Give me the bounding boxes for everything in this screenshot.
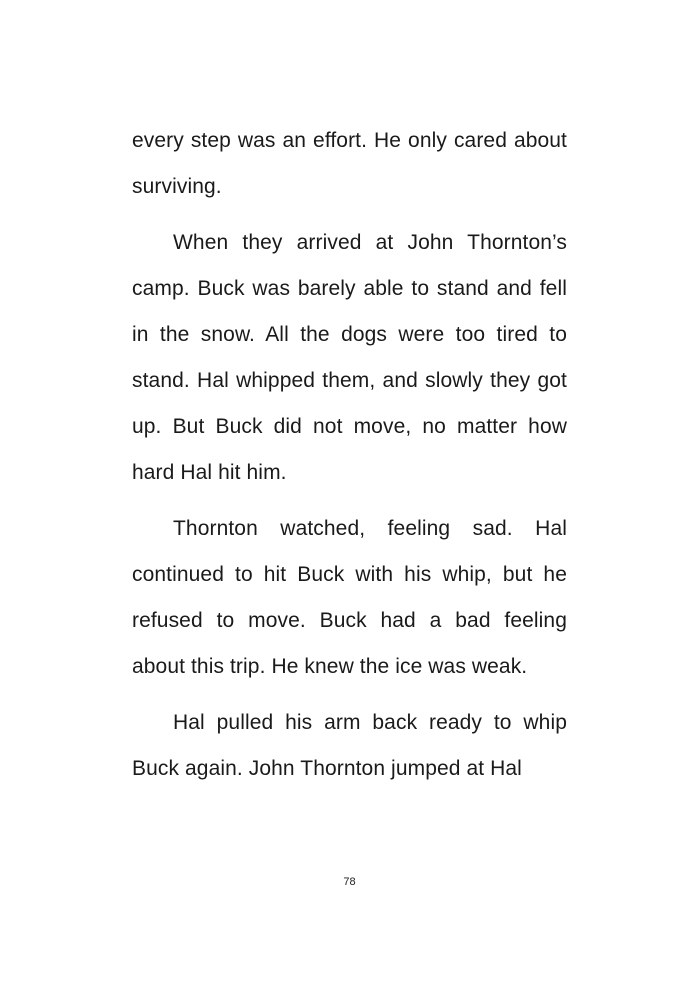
page-number: 78 [343,876,356,888]
body-text [132,118,567,802]
paragraph-arrival: When they arrived at John Thornton’s camp. Buck was barely able to stand and fell in the snow. All the dogs were too tired to stand. Hal whipped them, and slowly they got up. But Buck did not move, no matter how hard Hal hit him. [132,231,567,484]
paragraph-thornton-watched: Thornton watched, feeling sad. Hal continued to hit Buck with his whip, but he refused to move. Buck had a bad feeling about this trip. He knew the ice was weak. [132,517,567,678]
paragraph-continuation: every step was an effort. He only cared about surviving. [132,129,567,198]
paragraph-hal-pulled-arm: Hal pulled his arm back ready to whip Buck again. John Thornton jumped at Hal [132,711,567,780]
